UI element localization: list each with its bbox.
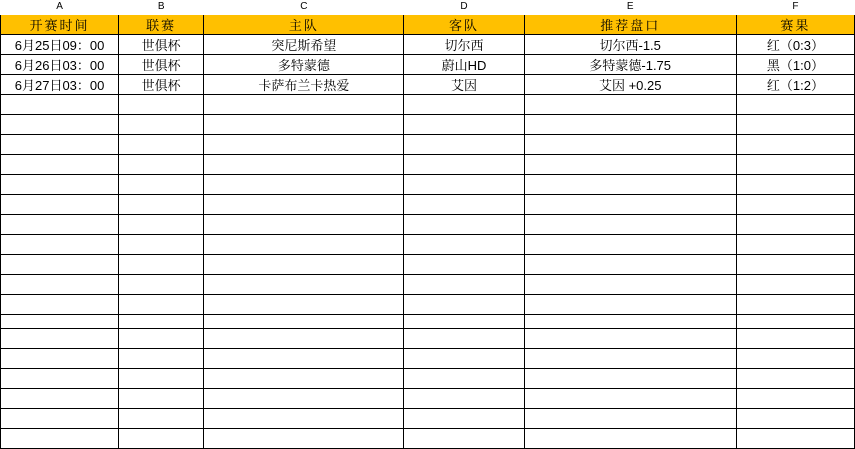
empty-cell[interactable] xyxy=(736,154,854,174)
empty-cell[interactable] xyxy=(524,214,736,234)
column-letter-c[interactable]: C xyxy=(204,0,404,14)
empty-cell[interactable] xyxy=(119,154,204,174)
empty-cell[interactable] xyxy=(119,388,204,408)
empty-cell[interactable] xyxy=(204,328,404,348)
empty-cell[interactable] xyxy=(404,368,524,388)
empty-cell[interactable] xyxy=(119,274,204,294)
empty-table-row xyxy=(1,114,855,134)
cell-away[interactable]: 艾因 xyxy=(404,74,524,94)
empty-cell[interactable] xyxy=(1,388,119,408)
empty-cell[interactable] xyxy=(204,114,404,134)
cell-home[interactable]: 突尼斯希望 xyxy=(204,34,404,54)
empty-cell[interactable] xyxy=(119,348,204,368)
empty-cell[interactable] xyxy=(204,368,404,388)
header-cell-league[interactable]: 联赛 xyxy=(119,14,204,34)
empty-table-row xyxy=(1,254,855,274)
empty-cell[interactable] xyxy=(404,388,524,408)
empty-cell[interactable] xyxy=(404,154,524,174)
empty-cell[interactable] xyxy=(524,328,736,348)
cell-time[interactable]: 6月27日03：00 xyxy=(1,74,119,94)
empty-cell[interactable] xyxy=(404,274,524,294)
empty-cell[interactable] xyxy=(736,114,854,134)
empty-table-row xyxy=(1,368,855,388)
empty-cell[interactable] xyxy=(736,408,854,428)
empty-cell[interactable] xyxy=(524,294,736,314)
empty-cell[interactable] xyxy=(736,348,854,368)
empty-table-row xyxy=(1,214,855,234)
header-cell-away[interactable]: 客队 xyxy=(404,14,524,34)
empty-table-row xyxy=(1,328,855,348)
empty-table-row xyxy=(1,94,855,114)
empty-cell[interactable] xyxy=(1,214,119,234)
empty-table-row xyxy=(1,194,855,214)
empty-cell[interactable] xyxy=(524,428,736,448)
cell-league[interactable]: 世俱杯 xyxy=(119,54,204,74)
empty-table-row xyxy=(1,428,855,448)
empty-cell[interactable] xyxy=(524,274,736,294)
empty-cell[interactable] xyxy=(1,254,119,274)
cell-away[interactable]: 切尔西 xyxy=(404,34,524,54)
empty-cell[interactable] xyxy=(524,348,736,368)
blank-gap-row xyxy=(1,314,855,328)
cell-league[interactable]: 世俱杯 xyxy=(119,34,204,54)
empty-table-row xyxy=(1,408,855,428)
cell-pick[interactable]: 切尔西-1.5 xyxy=(524,34,736,54)
column-letter-b[interactable]: B xyxy=(119,0,204,14)
empty-cell[interactable] xyxy=(1,194,119,214)
header-cell-pick[interactable]: 推荐盘口 xyxy=(524,14,736,34)
empty-cell[interactable] xyxy=(524,408,736,428)
empty-cell[interactable] xyxy=(119,94,204,114)
empty-cell[interactable] xyxy=(404,408,524,428)
empty-cell[interactable] xyxy=(204,234,404,254)
empty-cell[interactable] xyxy=(1,348,119,368)
header-cell-result[interactable]: 赛果 xyxy=(736,14,854,34)
empty-cell[interactable] xyxy=(736,328,854,348)
empty-cell[interactable] xyxy=(524,194,736,214)
empty-cell[interactable] xyxy=(204,274,404,294)
cell-result[interactable]: 红（0:3） xyxy=(736,34,854,54)
empty-cell[interactable] xyxy=(736,294,854,314)
cell-time[interactable]: 6月25日09：00 xyxy=(1,34,119,54)
empty-cell[interactable] xyxy=(119,214,204,234)
cell-result[interactable]: 黑（1:0） xyxy=(736,54,854,74)
empty-cell[interactable] xyxy=(204,174,404,194)
empty-cell[interactable] xyxy=(404,294,524,314)
empty-cell[interactable] xyxy=(736,94,854,114)
cell-home[interactable]: 多特蒙德 xyxy=(204,54,404,74)
empty-table-row xyxy=(1,274,855,294)
empty-cell[interactable] xyxy=(204,94,404,114)
empty-cell[interactable] xyxy=(736,134,854,154)
column-letter-row xyxy=(1,0,855,14)
empty-cell[interactable] xyxy=(1,234,119,254)
empty-cell[interactable] xyxy=(736,274,854,294)
column-letter-d[interactable]: D xyxy=(404,0,524,14)
empty-cell[interactable] xyxy=(1,428,119,448)
empty-cell[interactable] xyxy=(404,328,524,348)
empty-cell[interactable] xyxy=(119,368,204,388)
empty-cell[interactable] xyxy=(736,174,854,194)
empty-cell[interactable] xyxy=(1,134,119,154)
empty-cell[interactable] xyxy=(119,328,204,348)
empty-cell[interactable] xyxy=(204,154,404,174)
empty-cell[interactable] xyxy=(524,388,736,408)
empty-cell[interactable] xyxy=(736,234,854,254)
empty-cell[interactable] xyxy=(119,408,204,428)
empty-cell[interactable] xyxy=(119,134,204,154)
empty-cell[interactable] xyxy=(524,154,736,174)
table-row xyxy=(1,74,855,94)
empty-cell[interactable] xyxy=(204,194,404,214)
empty-cell[interactable] xyxy=(736,214,854,234)
empty-cell[interactable] xyxy=(1,274,119,294)
empty-table-row xyxy=(1,294,855,314)
cell-away[interactable]: 蔚山HD xyxy=(404,54,524,74)
empty-table-row xyxy=(1,134,855,154)
empty-cell[interactable] xyxy=(1,174,119,194)
empty-cell[interactable] xyxy=(524,368,736,388)
cell-pick[interactable]: 艾因 +0.25 xyxy=(524,74,736,94)
table-header-row xyxy=(1,14,855,34)
empty-cell[interactable] xyxy=(204,388,404,408)
column-letter-a[interactable]: A xyxy=(1,0,119,14)
cell-pick[interactable]: 多特蒙德-1.75 xyxy=(524,54,736,74)
empty-cell[interactable] xyxy=(404,174,524,194)
empty-cell[interactable] xyxy=(404,114,524,134)
empty-cell[interactable] xyxy=(404,254,524,274)
empty-cell[interactable] xyxy=(524,174,736,194)
column-letter-f[interactable]: F xyxy=(736,0,854,14)
cell-league[interactable]: 世俱杯 xyxy=(119,74,204,94)
empty-cell[interactable] xyxy=(204,428,404,448)
empty-cell[interactable] xyxy=(736,194,854,214)
empty-cell[interactable] xyxy=(736,254,854,274)
empty-cell[interactable] xyxy=(119,194,204,214)
cell-home[interactable]: 卡萨布兰卡热爱 xyxy=(204,74,404,94)
empty-table-row xyxy=(1,348,855,368)
empty-cell[interactable] xyxy=(119,234,204,254)
empty-cell[interactable] xyxy=(524,94,736,114)
empty-cell[interactable] xyxy=(524,114,736,134)
empty-cell[interactable] xyxy=(204,294,404,314)
empty-cell[interactable] xyxy=(404,134,524,154)
empty-cell[interactable] xyxy=(404,234,524,254)
empty-cell[interactable] xyxy=(1,294,119,314)
empty-cell[interactable] xyxy=(1,154,119,174)
empty-cell[interactable] xyxy=(204,214,404,234)
header-cell-home[interactable]: 主队 xyxy=(204,14,404,34)
header-cell-time[interactable]: 开赛时间 xyxy=(1,14,119,34)
empty-cell[interactable] xyxy=(404,94,524,114)
column-letter-e[interactable]: E xyxy=(524,0,736,14)
empty-cell[interactable] xyxy=(736,388,854,408)
empty-cell[interactable] xyxy=(736,428,854,448)
empty-table-row xyxy=(1,154,855,174)
cell-result[interactable]: 红（1:2） xyxy=(736,74,854,94)
empty-cell[interactable] xyxy=(404,348,524,368)
table-row xyxy=(1,54,855,74)
empty-cell[interactable] xyxy=(119,174,204,194)
empty-cell[interactable] xyxy=(119,294,204,314)
empty-cell[interactable] xyxy=(119,428,204,448)
empty-cell[interactable] xyxy=(404,428,524,448)
empty-cell[interactable] xyxy=(119,254,204,274)
empty-cell[interactable] xyxy=(524,254,736,274)
empty-cell[interactable] xyxy=(119,114,204,134)
empty-table-row xyxy=(1,234,855,254)
empty-cell[interactable] xyxy=(204,134,404,154)
empty-cell[interactable] xyxy=(524,234,736,254)
empty-cell[interactable] xyxy=(1,94,119,114)
cell-time[interactable]: 6月26日03：00 xyxy=(1,54,119,74)
empty-cell[interactable] xyxy=(204,254,404,274)
empty-cell[interactable] xyxy=(1,368,119,388)
empty-table-row xyxy=(1,388,855,408)
empty-cell[interactable] xyxy=(524,134,736,154)
empty-cell[interactable] xyxy=(404,194,524,214)
empty-cell[interactable] xyxy=(1,328,119,348)
empty-cell[interactable] xyxy=(404,214,524,234)
empty-cell[interactable] xyxy=(1,114,119,134)
empty-cell[interactable] xyxy=(1,408,119,428)
table-row xyxy=(1,34,855,54)
empty-cell[interactable] xyxy=(736,368,854,388)
empty-cell[interactable] xyxy=(204,408,404,428)
empty-table-row xyxy=(1,174,855,194)
empty-cell[interactable] xyxy=(204,348,404,368)
